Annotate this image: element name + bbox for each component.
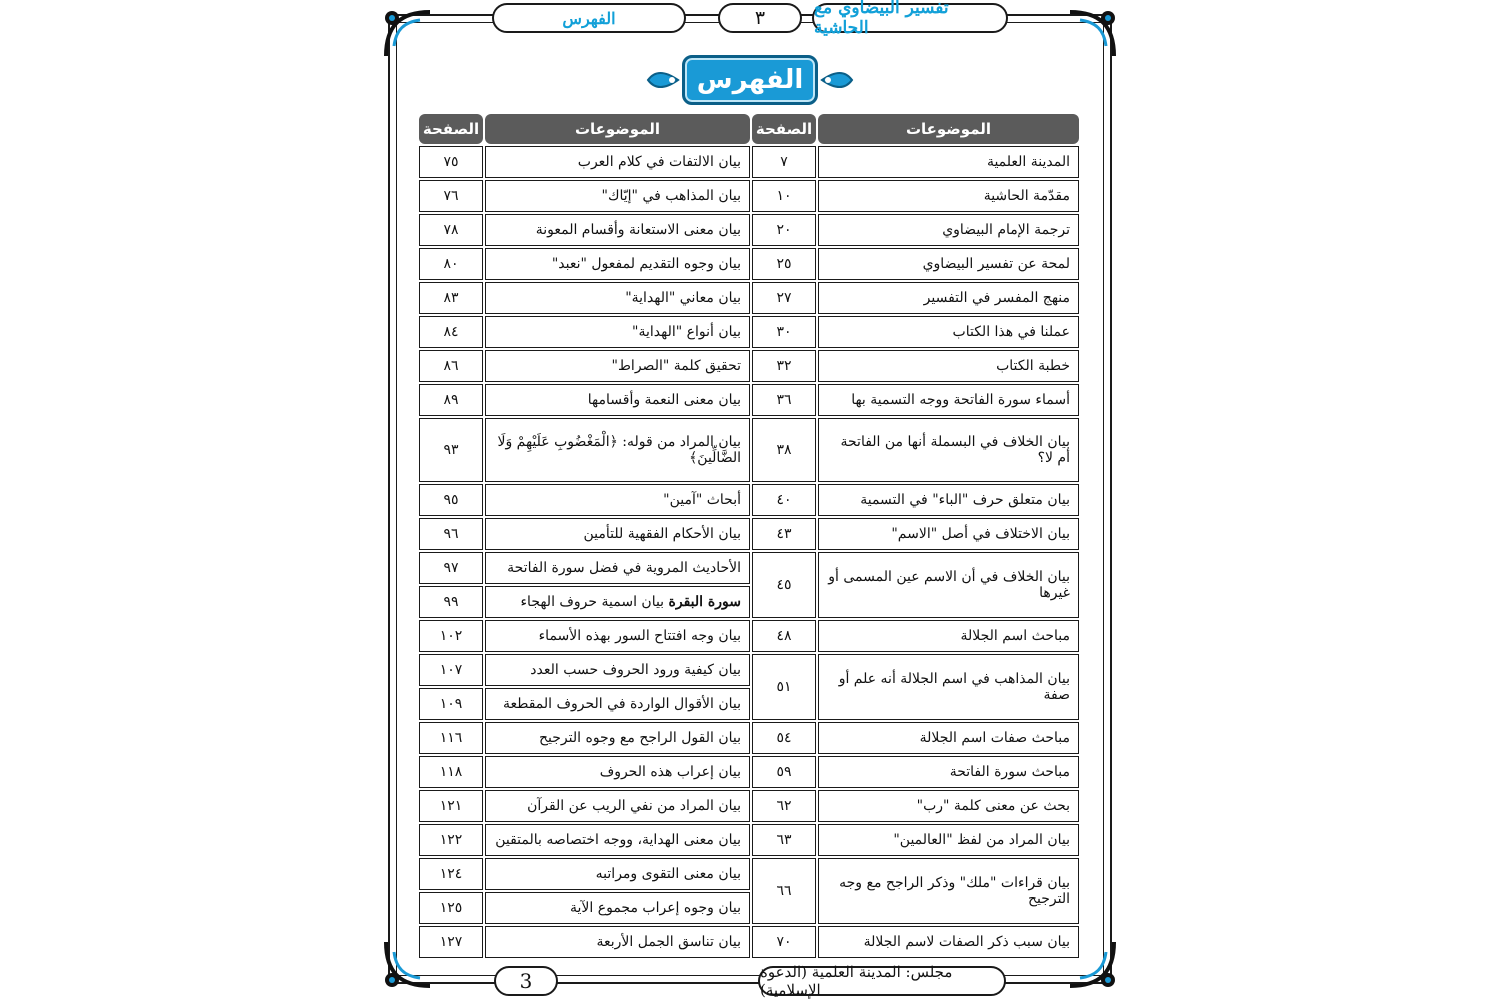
index-topic: بيان الاختلاف في أصل "الاسم" <box>818 518 1079 550</box>
index-table <box>417 112 1081 960</box>
index-topic: عملنا في هذا الكتاب <box>818 316 1079 348</box>
footer-page-number: 3 <box>494 966 558 996</box>
header-book-title: تفسير البيضاوي مع الحاشية <box>812 3 1008 33</box>
floral-ornament-icon <box>646 64 680 96</box>
table-row <box>419 350 1079 382</box>
index-topic: بيان الأقوال الواردة في الحروف المقطعة <box>485 688 750 720</box>
index-page: ١٢٤ <box>419 858 483 890</box>
index-page: ٢٠ <box>752 214 816 246</box>
table-row <box>419 858 1079 890</box>
index-topic: مباحث اسم الجلالة <box>818 620 1079 652</box>
index-topic: الأحاديث المروية في فضل سورة الفاتحة <box>485 552 750 584</box>
index-page: ٥١ <box>752 654 816 720</box>
index-page: ٣٠ <box>752 316 816 348</box>
index-page: ٤٨ <box>752 620 816 652</box>
index-page: ١٠ <box>752 180 816 212</box>
corner-ornament-icon <box>1064 6 1120 62</box>
table-row <box>419 214 1079 246</box>
index-page: ١٠٧ <box>419 654 483 686</box>
index-page: ١١٨ <box>419 756 483 788</box>
index-page: ٦٢ <box>752 790 816 822</box>
index-topic: أسماء سورة الفاتحة ووجه التسمية بها <box>818 384 1079 416</box>
index-page: ٧٨ <box>419 214 483 246</box>
index-topic: بيان سبب ذكر الصفات لاسم الجلالة <box>818 926 1079 958</box>
index-page: ٣٦ <box>752 384 816 416</box>
index-page: ٨٦ <box>419 350 483 382</box>
column-header-topics: الموضوعات <box>818 114 1079 144</box>
index-topic: بيان كيفية ورود الحروف حسب العدد <box>485 654 750 686</box>
index-page: ٩٥ <box>419 484 483 516</box>
index-topic: بيان القول الراجح مع وجوه الترجيح <box>485 722 750 754</box>
table-row <box>419 756 1079 788</box>
index-topic: بيان الخلاف في البسملة أنها من الفاتحة أم لا؟ <box>818 418 1079 482</box>
index-page: ٩٩ <box>419 586 483 618</box>
floral-ornament-icon <box>820 64 854 96</box>
index-page: ٦٦ <box>752 858 816 924</box>
table-row <box>419 790 1079 822</box>
index-page: ٢٧ <box>752 282 816 314</box>
index-topic: ترجمة الإمام البيضاوي <box>818 214 1079 246</box>
table-row <box>419 518 1079 550</box>
table-row <box>419 418 1079 482</box>
index-page: ١٠٢ <box>419 620 483 652</box>
index-page: ٧٠ <box>752 926 816 958</box>
index-page: ٨٤ <box>419 316 483 348</box>
index-topic: بيان أنواع "الهداية" <box>485 316 750 348</box>
index-page: ٤٣ <box>752 518 816 550</box>
index-topic: بيان المراد من لفظ "العالمين" <box>818 824 1079 856</box>
index-topic: بيان إعراب هذه الحروف <box>485 756 750 788</box>
table-row <box>419 552 1079 584</box>
index-page: ٧٦ <box>419 180 483 212</box>
index-page: ١٢٧ <box>419 926 483 958</box>
index-page: ١٠٩ <box>419 688 483 720</box>
table-row <box>419 824 1079 856</box>
table-row <box>419 316 1079 348</box>
index-topic: مباحث صفات اسم الجلالة <box>818 722 1079 754</box>
index-topic: المدينة العلمية <box>818 146 1079 178</box>
table-row <box>419 248 1079 280</box>
surah-label: سورة البقرة <box>668 594 741 610</box>
index-topic: أبحاث "آمين" <box>485 484 750 516</box>
index-topic <box>485 586 750 618</box>
index-page: ١٢٥ <box>419 892 483 924</box>
column-header-topics: الموضوعات <box>485 114 750 144</box>
table-row <box>419 722 1079 754</box>
index-page: ٦٣ <box>752 824 816 856</box>
page-title: الفهرس <box>682 55 818 105</box>
index-topic: بيان وجوه التقديم لمفعول "نعبد" <box>485 248 750 280</box>
index-title-banner <box>620 56 880 104</box>
index-topic: بيان معنى الهداية، ووجه اختصاصه بالمتقين <box>485 824 750 856</box>
table-row <box>419 180 1079 212</box>
table-header-row <box>419 114 1079 144</box>
index-page: ٥٩ <box>752 756 816 788</box>
index-topic: مقدّمة الحاشية <box>818 180 1079 212</box>
index-page: ٣٢ <box>752 350 816 382</box>
index-page: ٤٠ <box>752 484 816 516</box>
index-page: ٧٥ <box>419 146 483 178</box>
index-topic: خطبة الكتاب <box>818 350 1079 382</box>
index-page: ٥٤ <box>752 722 816 754</box>
index-topic: بيان معنى الاستعانة وأقسام المعونة <box>485 214 750 246</box>
table-row <box>419 926 1079 958</box>
index-topic: بيان المذاهب في "إيّاك" <box>485 180 750 212</box>
index-topic: بيان متعلق حرف "الباء" في التسمية <box>818 484 1079 516</box>
index-topic: بيان الخلاف في أن الاسم عين المسمى أو غيرها <box>818 552 1079 618</box>
index-page: ٤٥ <box>752 552 816 618</box>
index-topic: منهج المفسر في التفسير <box>818 282 1079 314</box>
header-page-number: ٣ <box>718 3 802 33</box>
index-topic-text: بيان اسمية حروف الهجاء <box>520 594 669 610</box>
index-topic: لمحة عن تفسير البيضاوي <box>818 248 1079 280</box>
index-page: ٢٥ <box>752 248 816 280</box>
index-topic: بيان المراد من قوله: ﴿الْمَغْضُوبِ عَلَيْهِمْ وَلَا الضَّالِّينَ﴾ <box>485 418 750 482</box>
index-page: ٨٩ <box>419 384 483 416</box>
index-page: ٩٦ <box>419 518 483 550</box>
header-section-title: الفهرس <box>492 3 686 33</box>
index-page: ٨٠ <box>419 248 483 280</box>
index-topic: مباحث سورة الفاتحة <box>818 756 1079 788</box>
index-page: ٩٧ <box>419 552 483 584</box>
index-page: ٣٨ <box>752 418 816 482</box>
table-row <box>419 282 1079 314</box>
index-topic: بيان وجوه إعراب مجموع الآية <box>485 892 750 924</box>
index-topic: بيان تناسق الجمل الأربعة <box>485 926 750 958</box>
footer-publisher: مجلس: المدينة العلمية (الدعوة الإسلامية) <box>758 966 1006 996</box>
column-header-page: الصفحة <box>752 114 816 144</box>
index-topic: بيان وجه افتتاح السور بهذه الأسماء <box>485 620 750 652</box>
index-page: ٩٣ <box>419 418 483 482</box>
index-page: ٨٣ <box>419 282 483 314</box>
index-topic: بيان المراد من نفي الريب عن القرآن <box>485 790 750 822</box>
index-page: ١١٦ <box>419 722 483 754</box>
index-topic: بيان معاني "الهداية" <box>485 282 750 314</box>
corner-ornament-icon <box>380 6 436 62</box>
book-page <box>380 0 1120 1000</box>
index-page: ٧ <box>752 146 816 178</box>
index-topic: بحث عن معنى كلمة "رب" <box>818 790 1079 822</box>
index-topic: بيان الالتفات في كلام العرب <box>485 146 750 178</box>
index-page: ١٢١ <box>419 790 483 822</box>
table-row <box>419 620 1079 652</box>
table-row <box>419 384 1079 416</box>
table-row <box>419 146 1079 178</box>
index-topic: بيان المذاهب في اسم الجلالة أنه علم أو صفة <box>818 654 1079 720</box>
index-topic: بيان قراءات "ملك" وذكر الراجح مع وجه الترجيح <box>818 858 1079 924</box>
index-topic: بيان معنى النعمة وأقسامها <box>485 384 750 416</box>
index-page: ١٢٢ <box>419 824 483 856</box>
table-row <box>419 654 1079 686</box>
index-topic: تحقيق كلمة "الصراط" <box>485 350 750 382</box>
column-header-page: الصفحة <box>419 114 483 144</box>
index-topic: بيان معنى التقوى ومراتبه <box>485 858 750 890</box>
index-topic: بيان الأحكام الفقهية للتأمين <box>485 518 750 550</box>
table-row <box>419 484 1079 516</box>
